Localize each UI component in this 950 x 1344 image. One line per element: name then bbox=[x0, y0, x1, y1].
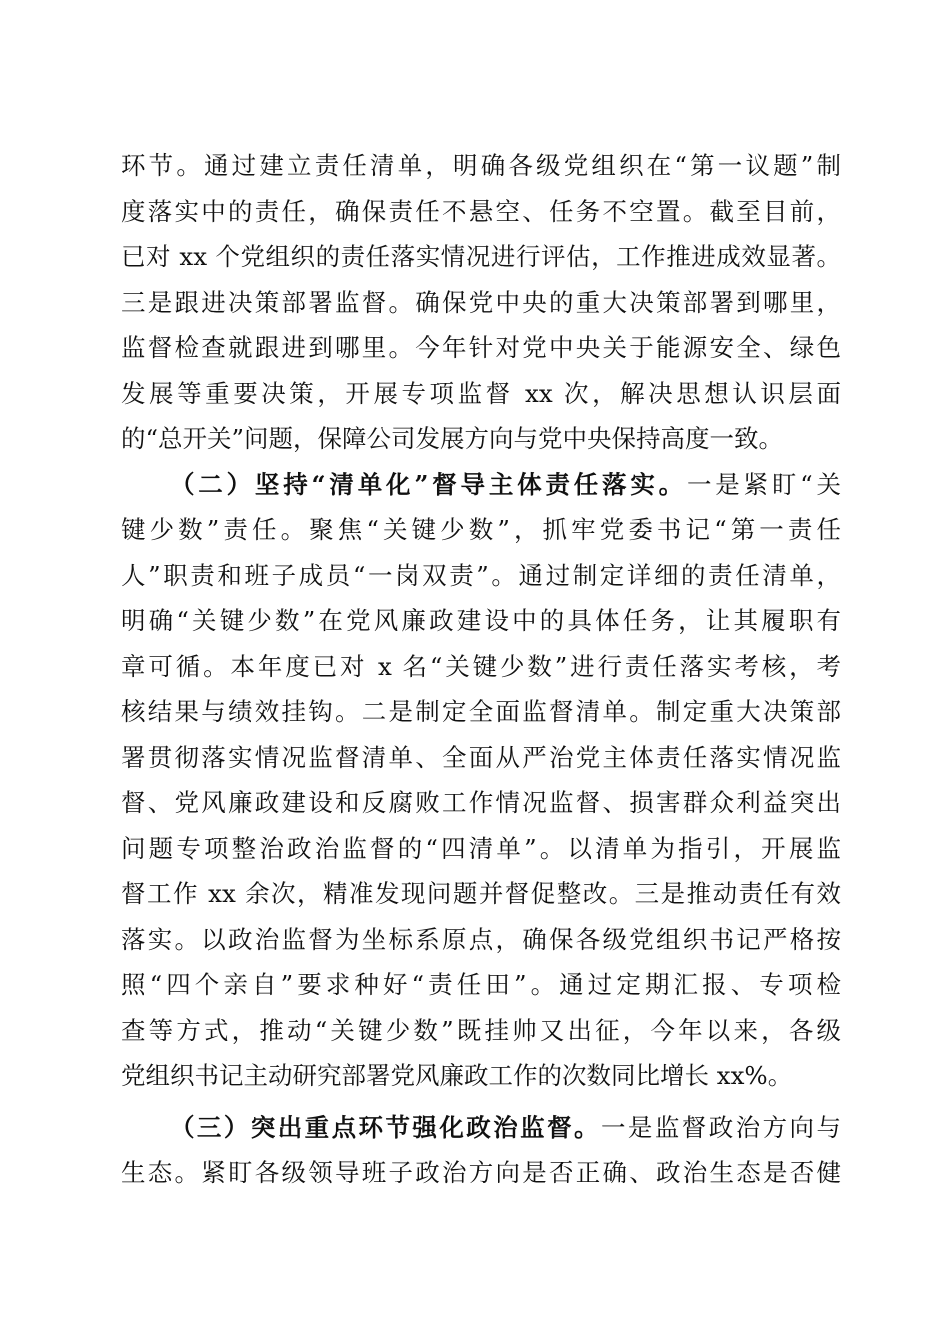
paragraph-3 bbox=[121, 1105, 841, 1196]
text-line: 已对 xx 个党组织的责任落实情况进行评估，工作推进成效显著。 bbox=[121, 242, 841, 271]
paragraph-first-line bbox=[121, 1105, 841, 1151]
text-line: 明确“关键少数”在党风廉政建设中的具体任务，让其履职有 bbox=[121, 606, 841, 635]
document-body bbox=[121, 143, 841, 1196]
text-line: 党组织书记主动研究部署党风廉政工作的次数同比增长 xx%。 bbox=[121, 1061, 793, 1090]
paragraph-2 bbox=[121, 462, 841, 1099]
text-line: 度落实中的责任，确保责任不悬空、任务不空置。截至目前， bbox=[121, 196, 841, 226]
text-line: 生态。紧盯各级领导班子政治方向是否正确、政治生态是否健 bbox=[121, 1158, 841, 1187]
text-line: 的“总开关”问题，保障公司发展方向与党中央保持高度一致。 bbox=[121, 424, 784, 453]
text-line: 发展等重要决策，开展专项监督 xx 次，解决思想认识层面 bbox=[121, 378, 841, 408]
text-line: 督工作 xx 余次，精准发现问题并督促整改。三是推动责任有效 bbox=[121, 879, 841, 908]
text-run: 一是监督政治方向与 bbox=[601, 1112, 841, 1142]
text-line: 人”职责和班子成员“一岗双责”。通过制定详细的责任清单， bbox=[121, 560, 841, 590]
text-line: 章可循。本年度已对 x 名“关键少数”进行责任落实考核，考 bbox=[121, 651, 841, 681]
text-run: 一是紧盯“关 bbox=[686, 469, 841, 499]
text-line: 落实。以政治监督为坐标系原点，确保各级党组织书记严格按 bbox=[121, 924, 841, 954]
text-line: 核结果与绩效挂钩。二是制定全面监督清单。制定重大决策部 bbox=[121, 697, 841, 726]
paragraph-1 bbox=[121, 143, 841, 462]
text-line: 监督检查就跟进到哪里。今年针对党中央关于能源安全、绿色 bbox=[121, 333, 841, 362]
section-heading: （二）坚持“清单化”督导主体责任落实。 bbox=[170, 469, 687, 499]
text-line: 环节。通过建立责任清单，明确各级党组织在“第一议题”制 bbox=[121, 151, 841, 180]
text-line: 查等方式，推动“关键少数”既挂帅又出征，今年以来，各级 bbox=[121, 1015, 841, 1045]
text-line: 照“四个亲自”要求种好“责任田”。通过定期汇报、专项检 bbox=[121, 970, 841, 999]
text-line: 键少数”责任。聚焦“关键少数”，抓牢党委书记“第一责任 bbox=[121, 515, 841, 544]
text-line: 署贯彻落实情况监督清单、全面从严治党主体责任落实情况监 bbox=[121, 742, 841, 772]
text-line: 三是跟进决策部署监督。确保党中央的重大决策部署到哪里， bbox=[121, 287, 841, 317]
text-line: 督、党风廉政建设和反腐败工作情况监督、损害群众利益突出 bbox=[121, 788, 841, 817]
text-line: 问题专项整治政治监督的“四清单”。以清单为指引，开展监 bbox=[121, 833, 841, 863]
section-heading: （三）突出重点环节强化政治监督。 bbox=[170, 1112, 601, 1142]
paragraph-first-line bbox=[121, 462, 841, 508]
